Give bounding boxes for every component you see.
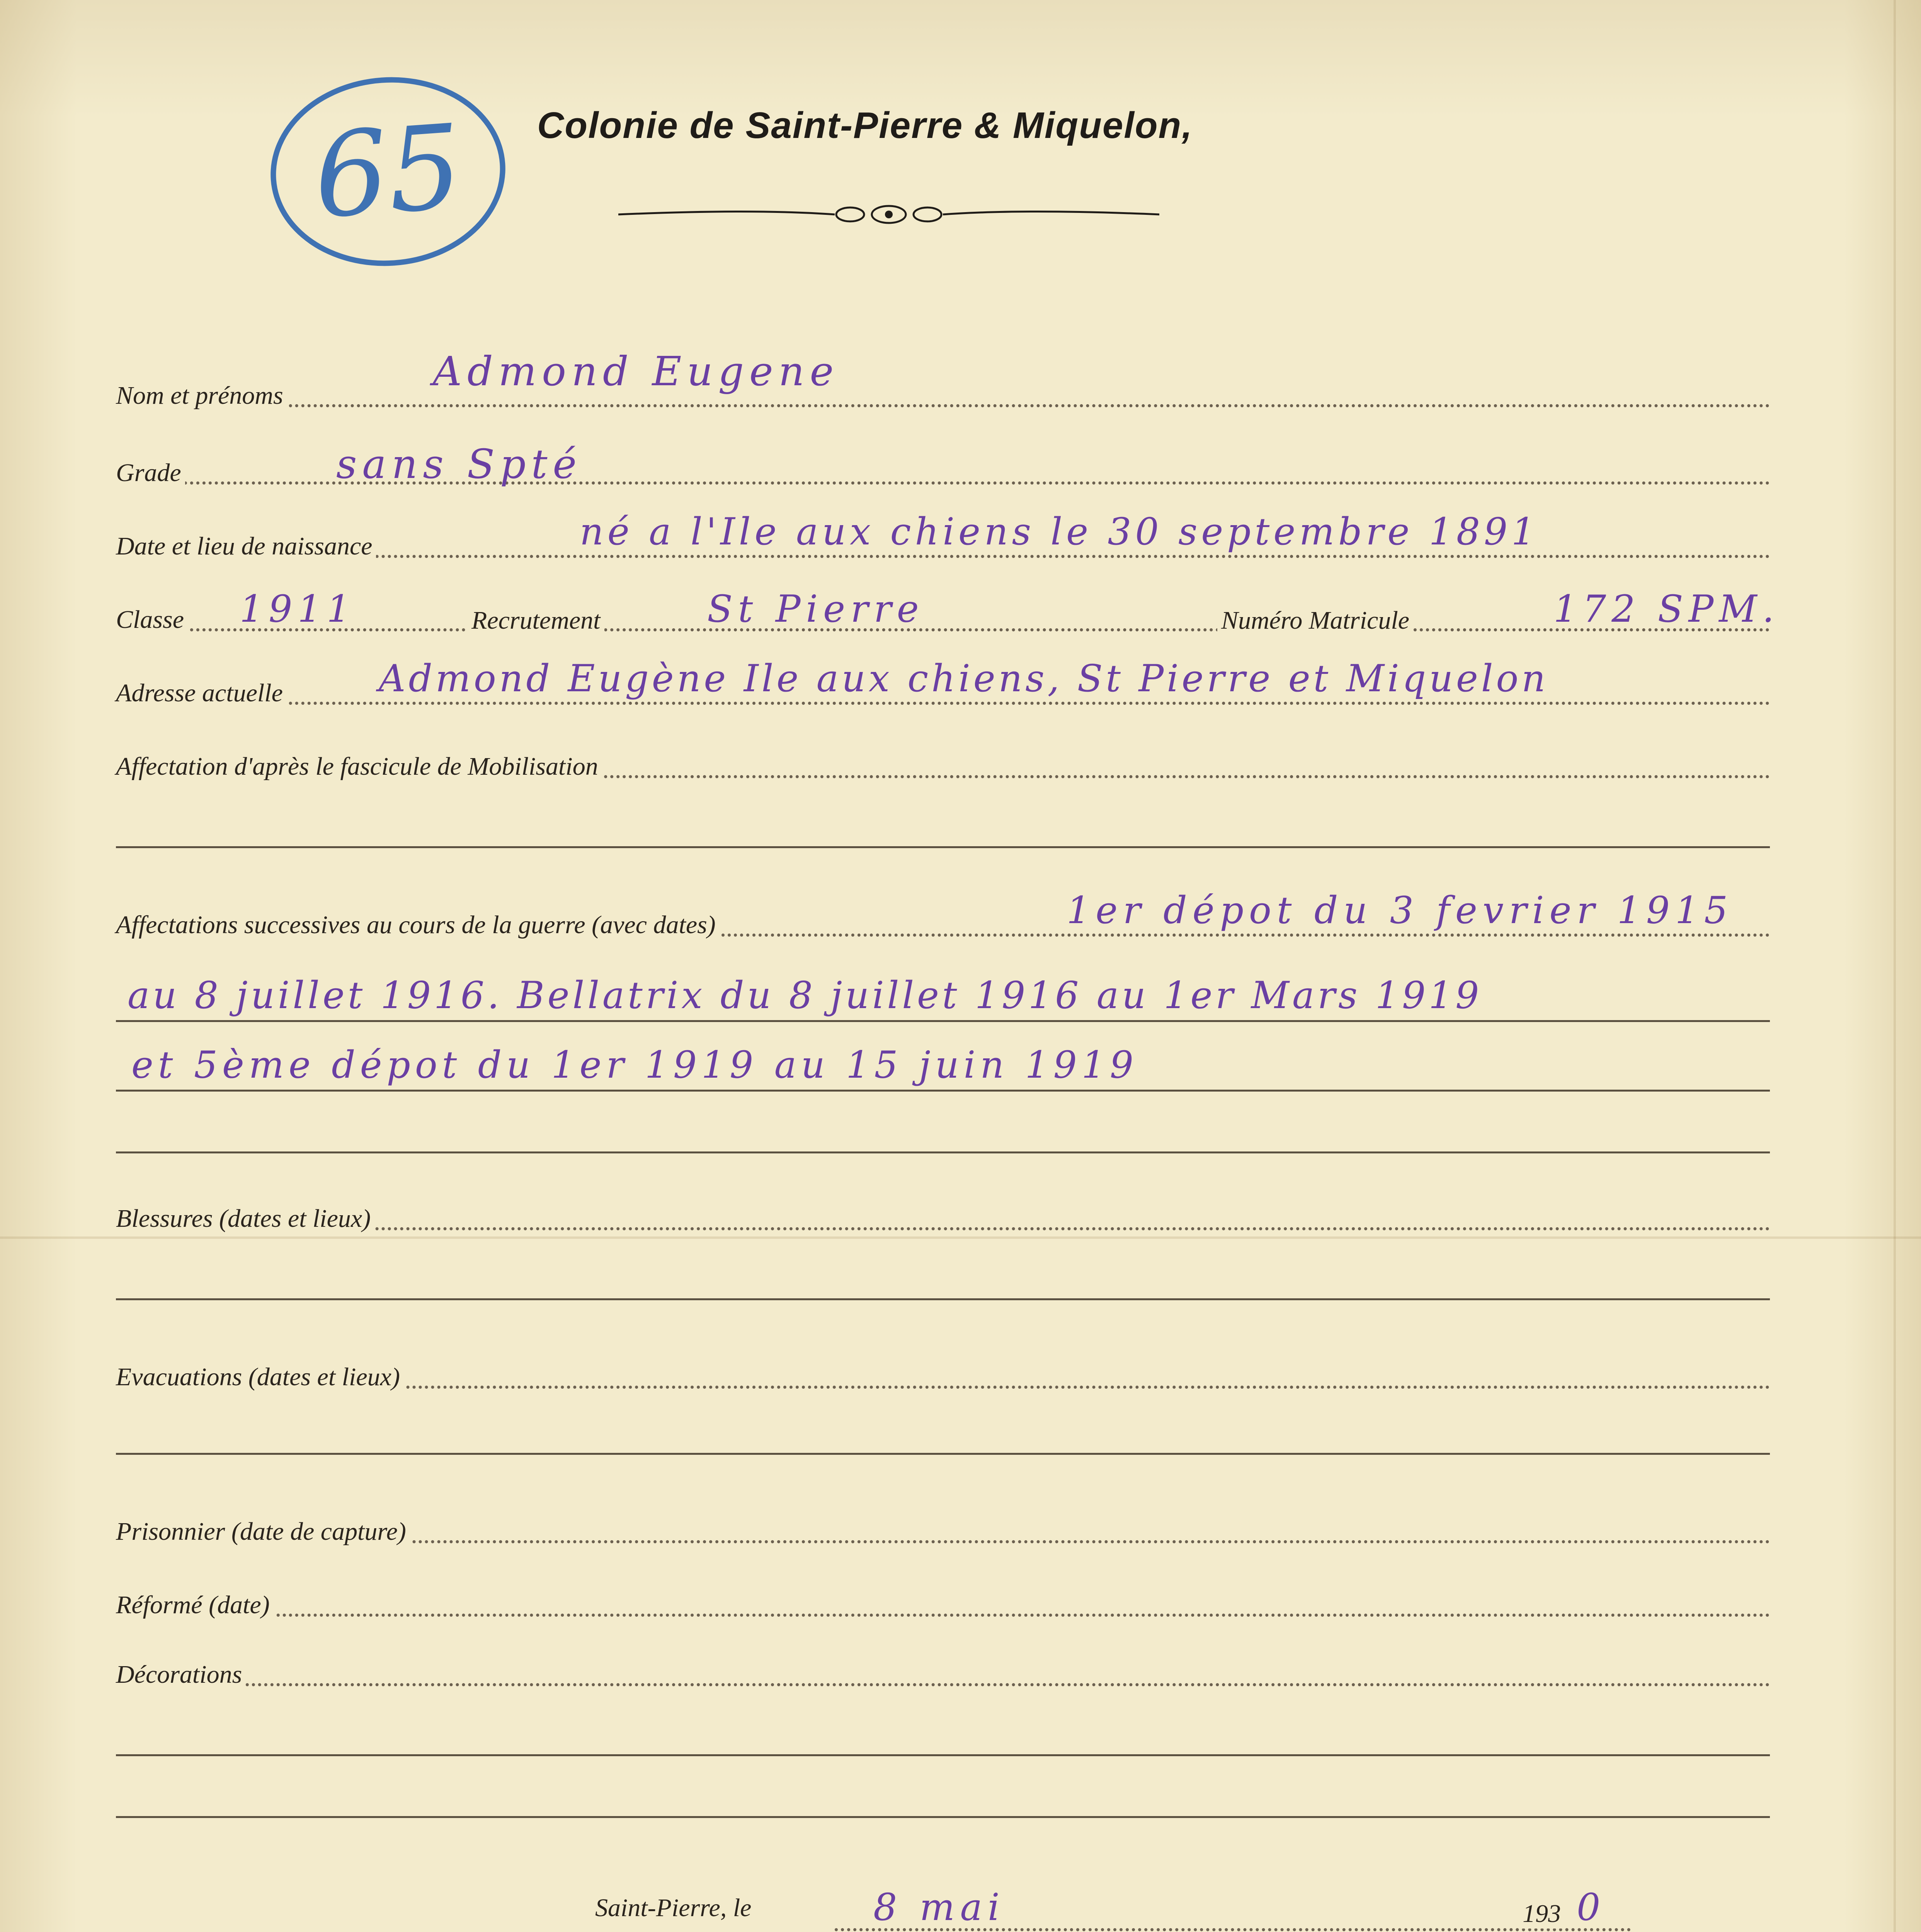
blank-line [116, 1298, 1770, 1300]
dotted-line [116, 702, 1770, 705]
value-affectation-line-2: au 8 juillet 1916. Bellatrix du 8 juillet 1916 au 1er Mars 1919 [128, 974, 1482, 1017]
value-affectation-line-1: 1er dépot du 3 fevrier 1915 [1067, 889, 1733, 932]
value-affectation-line-3: et 5ème dépot du 1er 1919 au 15 juin 1919 [131, 1043, 1138, 1087]
label-reforme: Réformé (date) [116, 1590, 274, 1620]
value-naissance: né a l'Ile aux chiens le 30 septembre 1891 [580, 510, 1539, 553]
value-grade: sans Spté [336, 440, 582, 488]
row-nom [116, 371, 1770, 417]
value-day-month: 8 mai [873, 1886, 1005, 1929]
blank-line [116, 1020, 1770, 1022]
colony-header: Colonie de Saint-Pierre & Miquelon, [537, 105, 1193, 146]
dotted-line [116, 628, 1770, 631]
label-prisonnier: Prisonnier (date de capture) [116, 1517, 410, 1546]
dotted-line [116, 1614, 1770, 1617]
ornament-divider [618, 197, 1159, 232]
blank-line [116, 1453, 1770, 1455]
row-reforme [116, 1580, 1770, 1627]
row-blessures [116, 1194, 1770, 1240]
label-blessures: Blessures (dates et lieux) [116, 1204, 374, 1233]
label-nom: Nom et prénoms [116, 381, 287, 410]
dotted-line [116, 1683, 1770, 1686]
footer-year-prefix: 193 [1519, 1899, 1565, 1929]
row-affectation-mobilisation [116, 742, 1770, 788]
label-classe: Classe [116, 605, 188, 634]
label-decorations: Décorations [116, 1660, 246, 1689]
row-decorations [116, 1650, 1770, 1696]
label-adresse: Adresse actuelle [116, 679, 287, 708]
label-evacuations: Evacuations (dates et lieux) [116, 1362, 404, 1392]
row-prisonnier [116, 1507, 1770, 1553]
value-matricule: 172 SPM. [1553, 587, 1780, 631]
value-nom: Admond Eugene [433, 348, 839, 395]
circled-number-text: 65 [310, 99, 466, 244]
label-naissance: Date et lieu de naissance [116, 532, 376, 561]
value-year-suffix: 0 [1577, 1886, 1606, 1929]
paper-edge [1894, 0, 1896, 1932]
dotted-line [116, 404, 1770, 407]
value-adresse: Admond Eugène Ile aux chiens, St Pierre et Miquelon [379, 657, 1549, 700]
blank-line [116, 1090, 1770, 1092]
label-affectation-mobilisation: Affectation d'après le fascicule de Mobilisation [116, 752, 602, 781]
label-grade: Grade [116, 458, 185, 488]
value-classe: 1911 [240, 587, 356, 631]
label-matricule: Numéro Matricule [1217, 606, 1413, 635]
value-recrutement: St Pierre [707, 587, 924, 631]
label-affectations-successives: Affectations successives au cours de la guerre (avec dates) [116, 910, 720, 940]
blank-line [116, 846, 1770, 848]
blank-line [116, 1754, 1770, 1756]
circled-number [264, 69, 512, 274]
footer-place: Saint-Pierre, le [591, 1893, 755, 1923]
row-evacuations [116, 1352, 1770, 1399]
blank-line [116, 1816, 1770, 1818]
row-classe [116, 595, 1770, 641]
label-recrutement: Recrutement [468, 606, 604, 635]
blank-line [116, 1151, 1770, 1153]
